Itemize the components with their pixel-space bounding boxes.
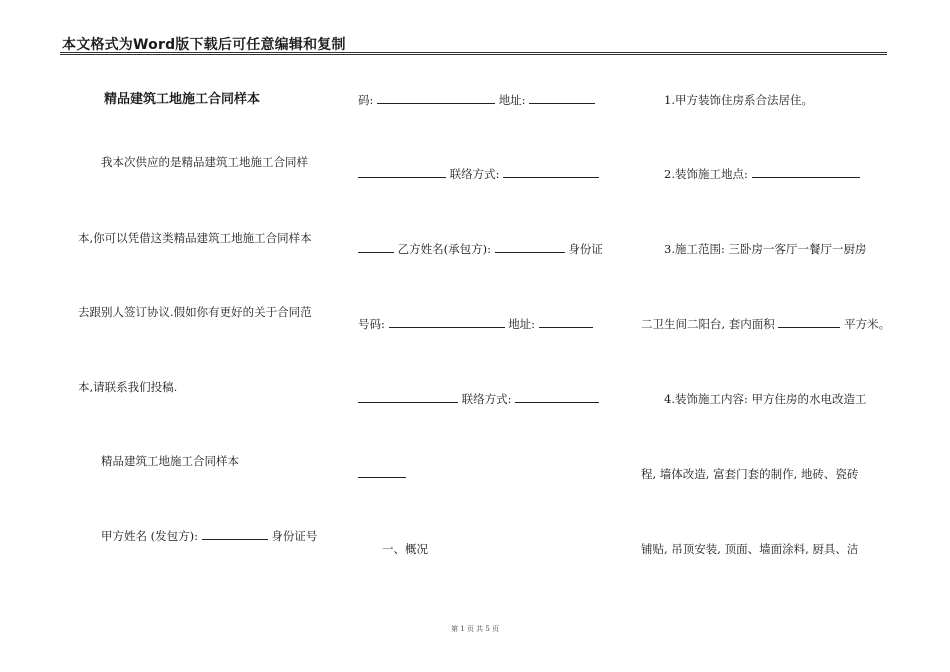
subtitle-line: 精品建筑工地施工合同样本 xyxy=(101,454,239,468)
party-a-id-suffix: 码: xyxy=(358,93,374,107)
party-a-id-line xyxy=(358,93,595,107)
party-b-contact-label: 联络方式: xyxy=(461,392,512,406)
clause-1: 1.甲方装饰住房系合法居住。 xyxy=(664,93,813,107)
party-b-contact-blank[interactable] xyxy=(515,392,599,403)
party-b-contact-line xyxy=(358,392,599,406)
party-a-id-label: 身份证号 xyxy=(271,529,318,543)
floor-area-blank[interactable] xyxy=(778,317,840,328)
intro-line-4: 本,请联系我们投稿. xyxy=(78,380,178,394)
header-divider xyxy=(60,52,887,55)
party-a-address-label: 地址: xyxy=(498,93,526,107)
party-b-name-blank[interactable] xyxy=(495,242,565,253)
contract-title: 精品建筑工地施工合同样本 xyxy=(104,92,261,107)
clause-4-line-1: 4.装饰施工内容: 甲方住房的水电改造工 xyxy=(664,392,867,406)
party-a-name-line xyxy=(101,529,317,543)
party-a-contact-blank[interactable] xyxy=(503,167,599,178)
clause-2-line xyxy=(664,167,860,181)
document-header: 本文格式为Word版下载后可任意编辑和复制 xyxy=(62,37,346,53)
party-a-contact-prefix-blank[interactable] xyxy=(358,167,446,178)
party-a-name-label: 甲方姓名 (发包方): xyxy=(101,529,199,543)
clause-3-line-2 xyxy=(641,317,890,331)
clause-4-line-3: 铺贴, 吊顶安装, 顶面、墙面涂料, 厨具、洁 xyxy=(641,542,859,556)
clause-3-area-unit: 平方米。 xyxy=(844,317,891,331)
clause-2-label: 2.装饰施工地点: xyxy=(664,167,748,181)
party-a-contact-line xyxy=(358,167,599,181)
construction-site-blank[interactable] xyxy=(752,167,860,178)
party-a-id-blank[interactable] xyxy=(377,93,495,104)
party-b-name-prefix-blank[interactable] xyxy=(358,242,394,253)
intro-line-2: 本,你可以凭借这类精品建筑工地施工合同样本 xyxy=(78,231,312,245)
party-b-contact-prefix-blank[interactable] xyxy=(358,392,458,403)
page-number: 第 1 页 共 5 页 xyxy=(450,625,500,633)
party-b-name-line xyxy=(358,242,603,256)
party-b-id-blank[interactable] xyxy=(389,317,505,328)
party-b-address-blank[interactable] xyxy=(539,317,593,328)
party-a-name-blank[interactable] xyxy=(202,529,268,540)
section-heading-overview: 一、概况 xyxy=(382,542,428,556)
intro-line-3: 去跟别人签订协议.假如你有更好的关于合同范 xyxy=(78,305,312,319)
clause-3-area-label: 二卫生间二阳台, 套内面积 xyxy=(641,317,775,331)
party-a-contact-label: 联络方式: xyxy=(449,167,500,181)
party-b-id-label: 身份证 xyxy=(568,242,603,256)
party-b-name-label: 乙方姓名(承包方): xyxy=(397,242,492,256)
party-b-address-label: 地址: xyxy=(508,317,536,331)
clause-3-line-1: 3.施工范围: 三卧房一客厅一餐厅一厨房 xyxy=(664,242,867,256)
clause-4-line-2: 程, 墙体改造, 富套门套的制作, 地砖、瓷砖 xyxy=(641,467,859,481)
party-a-address-blank[interactable] xyxy=(529,93,595,104)
trailing-blank[interactable] xyxy=(358,477,406,478)
intro-line-1: 我本次供应的是精品建筑工地施工合同样 xyxy=(101,155,308,169)
party-b-id-suffix: 号码: xyxy=(358,317,385,331)
party-b-id-line xyxy=(358,317,593,331)
